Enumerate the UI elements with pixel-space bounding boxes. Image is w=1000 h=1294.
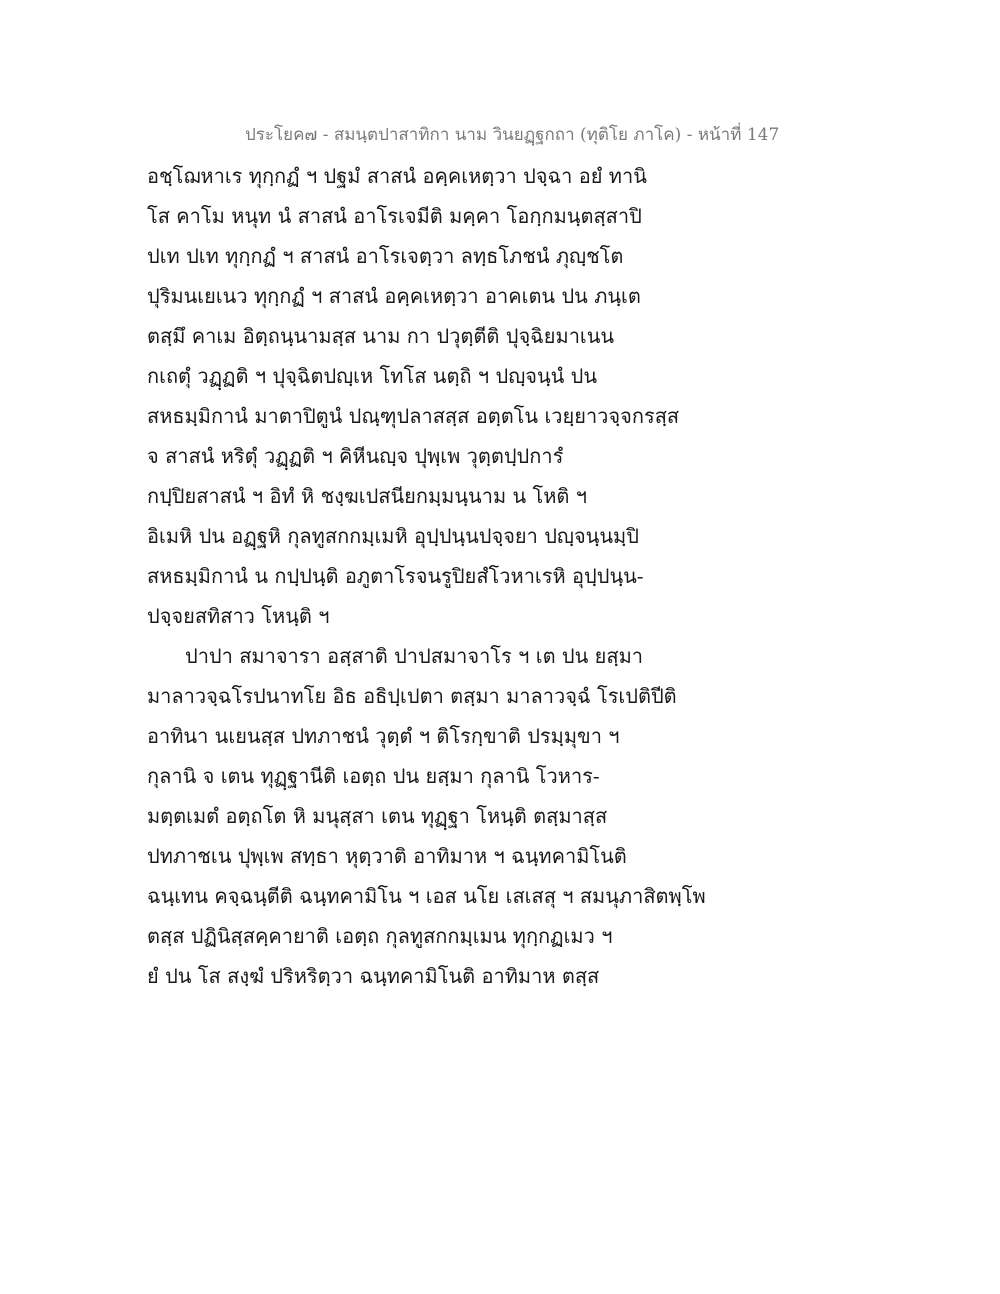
text-line: ตสฺมึ คาเม อิตฺถนฺนามสฺส นาม กา ปวุตฺตีติ ปุจฺฉิยมาเนน (147, 324, 615, 348)
text-line: อาทินา นเยนสฺส ปทภาชนํ วุตฺตํ ฯ ติโรกฺขาติ ปรมฺมุขา ฯ (147, 724, 620, 748)
text-line: ปุริมนเยเนว ทุกฺกฏํ ฯ สาสนํ อคฺคเหตฺวา อาคเตน ปน ภนฺเต (147, 284, 641, 308)
text-line: มตฺตเมตํ อตฺถโต หิ มนุสฺสา เตน ทุฏฺฐา โหนฺติ ตสฺมาสฺส (147, 804, 608, 828)
text-line: กปฺปิยสาสนํ ฯ อิทํ หิ ชงฺฆเปสนียกมฺมนฺนาม น โหติ ฯ (147, 484, 588, 508)
text-line: ตสฺส ปฏินิสฺสคฺคายาติ เอตฺถ กุลทูสกกมฺเมน ทุกฺกฏเมว ฯ (147, 924, 613, 948)
text-line: ปาปา สมาจารา อสฺสาติ ปาปสมาจาโร ฯ เต ปน ยสฺมา (185, 644, 643, 668)
text-line: ปทภาชเน ปุพฺเพ สทฺธา หุตฺวาติ อาทิมาห ฯ ฉนฺทคามิโนติ (147, 844, 627, 868)
text-line: กเถตุํ วฏฺฏติ ฯ ปุจฺฉิตปญฺเห โทโส นตฺถิ ฯ ปญฺจนฺนํ ปน (147, 364, 598, 388)
text-line: มาลาวจฺฉโรปนาทโย อิธ อธิปฺเปตา ตสฺมา มาลาวจฺฉํ โรเปติปีติ (147, 684, 677, 708)
paragraph-2 (147, 636, 707, 996)
text-line: ปเท ปเท ทุกฺกฏํ ฯ สาสนํ อาโรเจตฺวา ลทฺธโภชนํ ภุญฺชโต (147, 244, 624, 268)
text-line: สหธมฺมิกานํ น กปฺปนฺติ อภูตาโรจนรูปิยสํโวหาเรหิ อุปฺปนฺน- (147, 564, 644, 588)
text-line: อิเมหิ ปน อฏฺฐหิ กุลทูสกกมฺเมหิ อุปฺปนฺนปจฺจยา ปญฺจนฺนมฺปิ (147, 524, 639, 548)
text-line: ยํ ปน โส สงฺฆํ ปริหริตฺวา ฉนฺทคามิโนติ อาทิมาห ตสฺส (147, 964, 600, 988)
text-line: ฉนฺเทน คจฺฉนฺตีติ ฉนฺทคามิโน ฯ เอส นโย เสเสสุ ฯ สมนุภาสิตพฺโพ (147, 884, 706, 908)
running-header: ประโยค๗ - สมนฺตปาสาทิกา นาม วินยฏฺฐกถา (ทุติโย ภาโค) - หน้าที่ 147 (245, 125, 780, 145)
body-text (147, 156, 707, 996)
text-line: อชฺโฌหาเร ทุกฺกฏํ ฯ ปฐมํ สาสนํ อคฺคเหตฺวา ปจฺฉา อยํ ทานิ (147, 164, 647, 188)
text-line: โส คาโม หนุท นํ สาสนํ อาโรเจมีติ มคฺคา โอกฺกมนฺตสฺสาปิ (147, 204, 642, 228)
text-line: กุลานิ จ เตน ทุฏฺฐานีติ เอตฺถ ปน ยสฺมา กุลานิ โวหาร- (147, 764, 600, 788)
text-line: สหธมฺมิกานํ มาตาปิตูนํ ปณฺฑุปลาสสฺส อตฺตโน เวยฺยาวจฺจกรสฺส (147, 404, 680, 428)
text-line: จ สาสนํ หริตุํ วฏฺฏติ ฯ คิหีนญฺจ ปุพฺเพ วุตฺตปฺปการํ (147, 444, 564, 468)
text-line: ปจฺจยสทิสาว โหนฺติ ฯ (147, 604, 330, 628)
paragraph-1 (147, 156, 707, 636)
